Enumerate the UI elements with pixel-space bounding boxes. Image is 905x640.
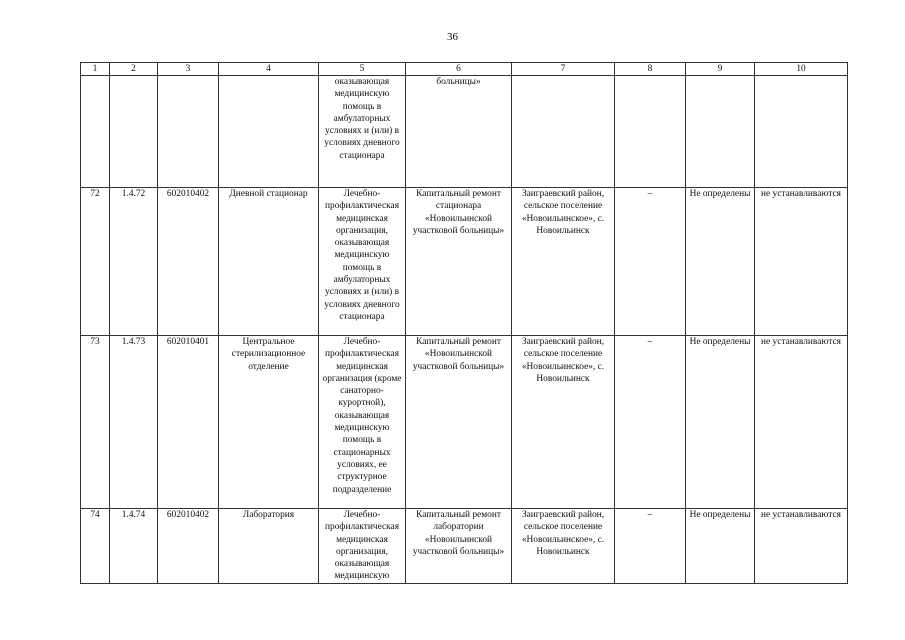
object-purpose: Лечебно-профилактическая медицинская организация (кроме санаторно-курортной), оказывающая медицинскую помощь в стационарных условиях, ее структурное подразделение — [319, 336, 406, 509]
works-description: больницы» — [406, 76, 512, 188]
column-8-value — [615, 76, 686, 188]
column-10-value — [755, 76, 848, 188]
table-row — [81, 188, 848, 336]
location: Заиграевский район, сельское поселение «Новоильинское», с. Новоильинск — [512, 509, 615, 584]
object-name — [219, 76, 319, 188]
location: Заиграевский район, сельское поселение «Новоильинское», с. Новоильинск — [512, 336, 615, 509]
object-code: 602010402 — [158, 509, 219, 584]
column-9-value: Не определены — [686, 188, 755, 336]
row-number: 73 — [81, 336, 110, 509]
column-10-value: не устанавливаются — [755, 188, 848, 336]
column-10-value: не устанавливаются — [755, 336, 848, 509]
object-purpose: Лечебно-профилактическая медицинская организация, оказывающая медицинскую — [319, 509, 406, 584]
object-purpose: Лечебно-профилактическая медицинская организация, оказывающая медицинскую помощь в амбулаторных условиях и (или) в условиях дневного стационара — [319, 188, 406, 336]
column-8-value: – — [615, 509, 686, 584]
data-table — [80, 62, 848, 584]
object-code: 602010402 — [158, 188, 219, 336]
column-header: 6 — [406, 63, 512, 76]
column-8-value: – — [615, 188, 686, 336]
column-header: 9 — [686, 63, 755, 76]
column-header: 7 — [512, 63, 615, 76]
page-number: 36 — [447, 31, 458, 43]
column-header: 4 — [219, 63, 319, 76]
column-9-value: Не определены — [686, 336, 755, 509]
item-code: 1.4.72 — [110, 188, 158, 336]
column-header: 1 — [81, 63, 110, 76]
location — [512, 76, 615, 188]
object-code — [158, 76, 219, 188]
object-purpose: оказывающая медицинскую помощь в амбулаторных условиях и (или) в условиях дневного стационара — [319, 76, 406, 188]
item-code — [110, 76, 158, 188]
works-description: Капитальный ремонт лаборатории «Новоильинской участковой больницы» — [406, 509, 512, 584]
column-header: 2 — [110, 63, 158, 76]
column-header: 5 — [319, 63, 406, 76]
column-9-value: Не определены — [686, 509, 755, 584]
location: Заиграевский район, сельское поселение «Новоильинское», с. Новоильинск — [512, 188, 615, 336]
object-name: Дневной стационар — [219, 188, 319, 336]
column-8-value: – — [615, 336, 686, 509]
works-description: Капитальный ремонт стационара «Новоильинской участковой больницы» — [406, 188, 512, 336]
row-number: 74 — [81, 509, 110, 584]
row-number: 72 — [81, 188, 110, 336]
table-row — [81, 509, 848, 584]
object-code: 602010401 — [158, 336, 219, 509]
column-9-value — [686, 76, 755, 188]
header-row — [81, 63, 848, 76]
object-name: Центральное стерилизационное отделение — [219, 336, 319, 509]
column-header: 3 — [158, 63, 219, 76]
table-row — [81, 336, 848, 509]
column-header: 8 — [615, 63, 686, 76]
row-number — [81, 76, 110, 188]
works-description: Капитальный ремонт «Новоильинской участковой больницы» — [406, 336, 512, 509]
table-row — [81, 76, 848, 188]
column-10-value: не устанавливаются — [755, 509, 848, 584]
item-code: 1.4.73 — [110, 336, 158, 509]
item-code: 1.4.74 — [110, 509, 158, 584]
column-header: 10 — [755, 63, 848, 76]
object-name: Лаборатория — [219, 509, 319, 584]
